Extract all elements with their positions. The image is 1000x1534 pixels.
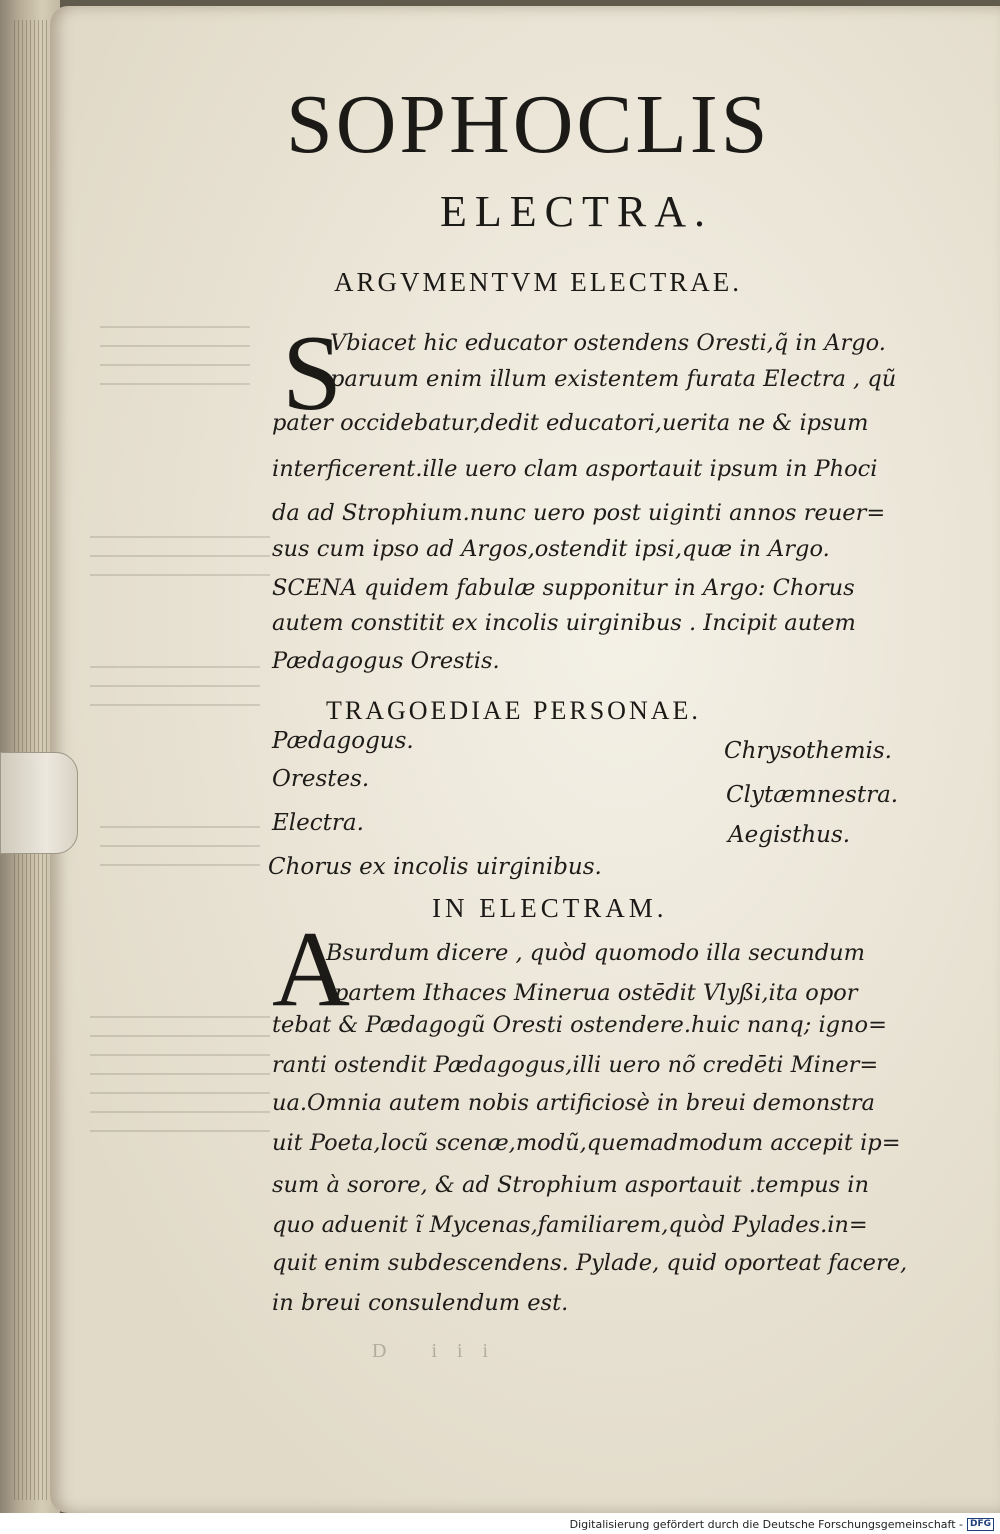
bookmark-tab	[0, 752, 78, 854]
text-line: tebat & Pædagogũ Oresti ostendere.huic nanq; igno=	[272, 1012, 887, 1038]
text-line: sum à sorore, & ad Strophium asportauit .tempus in	[272, 1172, 869, 1198]
commentary-heading: IN ELECTRAM.	[432, 893, 668, 923]
text-line: paruum enim illum existentem furata Electra , qũ	[330, 366, 897, 392]
bleed-through-shadow	[90, 666, 260, 706]
digitization-footer	[570, 1516, 994, 1532]
text-line: uit Poeta,locũ scenæ,modũ,quemadmodum accepit ip=	[272, 1130, 901, 1156]
text-line: sus cum ipso ad Argos,ostendit ipsi,quæ in Argo.	[272, 536, 830, 562]
argument-heading: ARGVMENTVM ELECTRAE.	[334, 267, 742, 297]
persona-left: Orestes.	[272, 766, 370, 792]
bleed-through-shadow	[100, 326, 250, 386]
text-line: Bsurdum dicere , quòd quomodo illa secundum	[326, 940, 866, 966]
persona-right: Aegisthus.	[728, 822, 851, 848]
page-title: SOPHOCLIS	[286, 78, 771, 171]
signature-mark: D iii	[372, 1340, 509, 1362]
commentary-paragraph	[272, 940, 962, 1330]
persona-right: Clytæmnestra.	[726, 782, 899, 808]
text-line: ua.Omnia autem nobis artificiosè in breui demonstra	[272, 1090, 875, 1116]
text-line: Vbiacet hic educator ostendens Oresti,q̃ in Argo.	[330, 330, 886, 356]
text-line: SCENA quidem fabulæ supponitur in Argo: Chorus	[272, 575, 855, 601]
text-line: interficerent.ille uero clam asportauit ipsum in Phoci	[272, 456, 878, 482]
persona-left: Pædagogus.	[272, 728, 414, 754]
text-line: quo aduenit ĩ Mycenas,familiarem,quòd Pylades.in=	[272, 1212, 868, 1238]
personae-heading: TRAGOEDIAE PERSONAE.	[326, 696, 701, 725]
text-line: da ad Strophium.nunc uero post uiginti annos reuer=	[272, 500, 886, 526]
text-line: quit enim subdescendens. Pylade, quid oporteat facere,	[272, 1250, 908, 1276]
page-subtitle: ELECTRA.	[440, 187, 713, 236]
bleed-through-shadow	[90, 1016, 270, 1146]
dfg-logo-icon: DFG	[967, 1518, 994, 1531]
footer-text: Digitalisierung gefördert durch die Deutsche Forschungsgemeinschaft -	[569, 1517, 963, 1531]
commentary-dropcap: A	[272, 910, 350, 1029]
argument-paragraph	[272, 330, 952, 690]
text-line: ranti ostendit Pædagogus,illi uero nõ credēti Miner=	[272, 1052, 879, 1078]
bleed-through-shadow	[90, 536, 270, 576]
persona-left: Chorus ex incolis uirginibus.	[268, 854, 602, 880]
persona-right: Chrysothemis.	[724, 738, 892, 764]
text-line: pater occidebatur,dedit educatori,uerita ne & ipsum	[272, 410, 869, 436]
text-line: Pædagogus Orestis.	[272, 648, 500, 674]
bleed-through-shadow	[100, 826, 260, 866]
text-line: autem constitit ex incolis uirginibus . Incipit autem	[272, 610, 856, 636]
text-line: partem Ithaces Minerua ostēdit Vlyßi,ita opor	[334, 980, 858, 1006]
persona-left: Electra.	[272, 810, 364, 836]
text-line: in breui consulendum est.	[272, 1290, 569, 1316]
argument-dropcap: S	[282, 314, 343, 433]
